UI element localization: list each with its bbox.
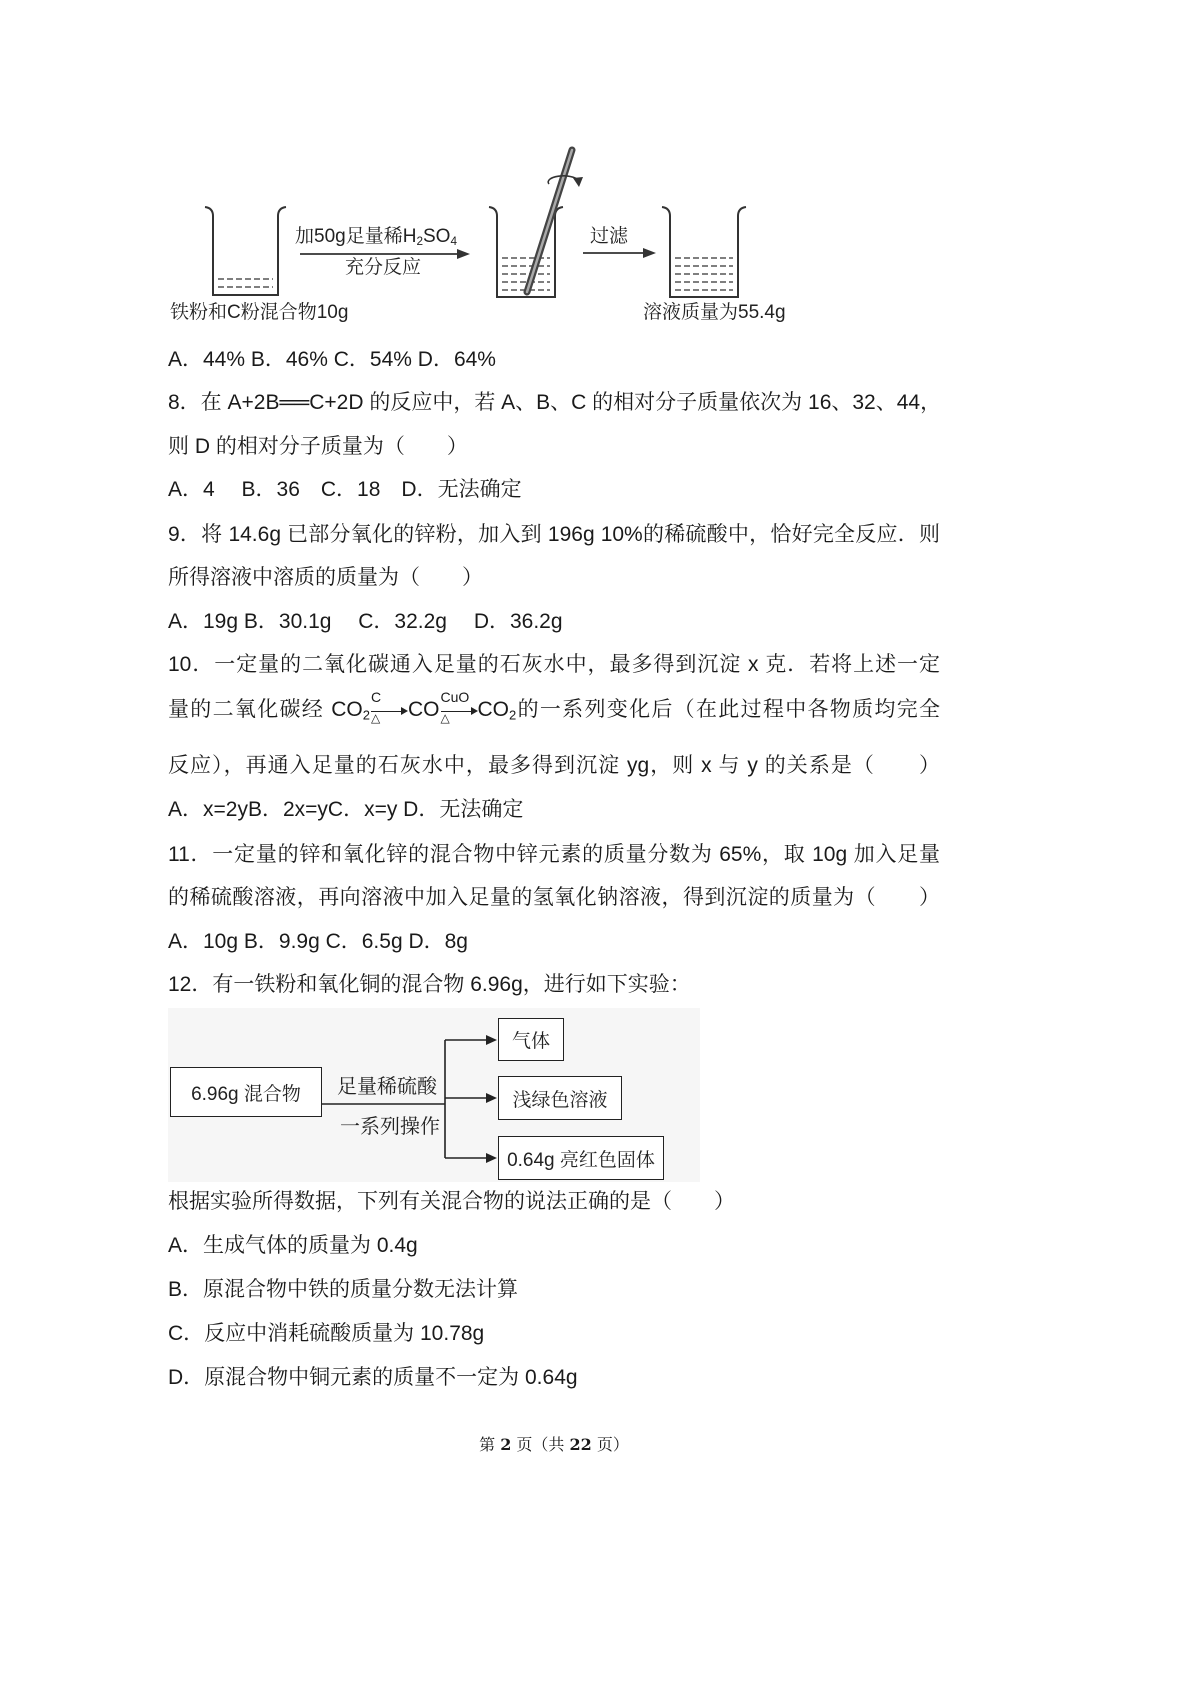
flowchart-operation-label: 一系列操作 (340, 1116, 440, 1138)
formula-co2-end-subscript: 2 (509, 707, 517, 723)
footer-prefix: 第 (479, 1435, 501, 1454)
q10-stem-line-3: 反应），再通入足量的石灰水中，最多得到沉淀 yg，则 x 与 y 的关系是（ ） (168, 754, 940, 777)
reaction-arrow-cuo (440, 689, 477, 725)
q12-option-d: D．原混合物中铜元素的质量不一定为 0.64g (168, 1366, 578, 1389)
beaker-3 (662, 207, 746, 297)
formula-co2-start-subscript: 2 (362, 707, 371, 723)
q12-stem: 12．有一铁粉和氧化铜的混合物 6.96g，进行如下实验： (168, 973, 691, 996)
q7-options: A．44% B．46% C．54% D．64% (168, 348, 496, 371)
q12-option-a: A．生成气体的质量为 0.4g (168, 1234, 418, 1257)
footer-suffix: 页） (591, 1435, 629, 1454)
q8-stem-line-1: 8．在 A+2B══C+2D 的反应中，若 A、B、C 的相对分子质量依次为 16、32、44， (168, 391, 942, 414)
formula-co2-start: CO (331, 698, 363, 721)
q9-options: A．19g B．30.1g C．32.2g D．36.2g (168, 610, 563, 633)
flowchart-start-box: 6.96g 混合物 (170, 1067, 322, 1117)
q11-stem-line-2: 的稀硫酸溶液，再向溶液中加入足量的氢氧化钠溶液，得到沉淀的质量为（ ） (168, 886, 940, 909)
beaker-3-contents (675, 258, 733, 290)
flowchart-reagent-label: 足量稀硫酸 (337, 1076, 437, 1098)
condition-label: 充分反应 (345, 257, 422, 278)
q10-line2-after: 的一系列变化后（在此过程中各物质均完全 (516, 698, 941, 721)
reagent-label (295, 225, 457, 254)
stirring-rod (527, 150, 572, 292)
flowchart-gas-box: 气体 (498, 1018, 564, 1061)
reagent-subscript-2: 4 (450, 234, 457, 248)
q8-stem-line-2: 则 D 的相对分子质量为（ ） (168, 435, 468, 458)
beaker-1 (205, 207, 286, 295)
reaction-arrow-carbon-reagent: C (371, 689, 382, 705)
filter-label: 过滤 (590, 226, 629, 247)
q12-option-b: B．原混合物中铁的质量分数无法计算 (168, 1278, 519, 1301)
beaker-1-contents (218, 279, 273, 287)
q9-stem-line-1: 9．将 14.6g 已部分氧化的锌粉，加入到 196g 10%的稀硫酸中，恰好完全反应．则 (168, 523, 940, 546)
formula-co2-end: CO (477, 698, 510, 721)
reaction-arrow-cuo-condition: △ (440, 711, 450, 725)
filter-arrow (583, 248, 656, 258)
reagent-subscript-1: 2 (416, 234, 423, 248)
footer-middle: 页（共 (511, 1435, 570, 1454)
page-footer (168, 1435, 940, 1455)
q12-question: 根据实验所得数据，下列有关混合物的说法正确的是（ ） (168, 1190, 735, 1213)
reaction-arrow-carbon-condition: △ (371, 711, 381, 725)
footer-page-number: 2 (500, 1435, 512, 1454)
q10-stem-line-1: 10．一定量的二氧化碳通入足量的石灰水中，最多得到沉淀 x 克．若将上述一定 (168, 653, 940, 676)
solution-mass-label: 溶液质量为55.4g (643, 302, 786, 323)
experiment-figure (205, 150, 746, 297)
flowchart-solution-box: 浅绿色溶液 (498, 1076, 622, 1120)
reagent-text-mid: SO (422, 226, 451, 247)
start-mixture-label: 铁粉和C粉混合物10g (170, 302, 349, 323)
q9-stem-line-2: 所得溶液中溶质的质量为（ ） (168, 566, 483, 589)
q10-line2-before: 量的二氧化碳经 (168, 698, 332, 721)
footer-total-pages: 22 (569, 1435, 592, 1454)
q10-stem-line-2 (168, 689, 941, 729)
q12-option-c: C．反应中消耗硫酸质量为 10.78g (168, 1322, 485, 1345)
formula-co: CO (408, 698, 440, 721)
flowchart-solid-box: 0.64g 亮红色固体 (498, 1136, 664, 1180)
q8-options: A．4 B．36 C．18 D．无法确定 (168, 478, 522, 501)
q10-options: A．x=2yB．2x=yC．x=y D．无法确定 (168, 798, 524, 821)
q11-options: A．10g B．9.9g C．6.5g D．8g (168, 930, 468, 953)
reaction-arrow-carbon (371, 689, 407, 725)
reagent-text: 加50g足量稀H (295, 226, 417, 247)
q11-stem-line-1: 11．一定量的锌和氧化锌的混合物中锌元素的质量分数为 65%，取 10g 加入足量 (168, 843, 940, 866)
reaction-arrow-cuo-reagent: CuO (440, 689, 470, 705)
